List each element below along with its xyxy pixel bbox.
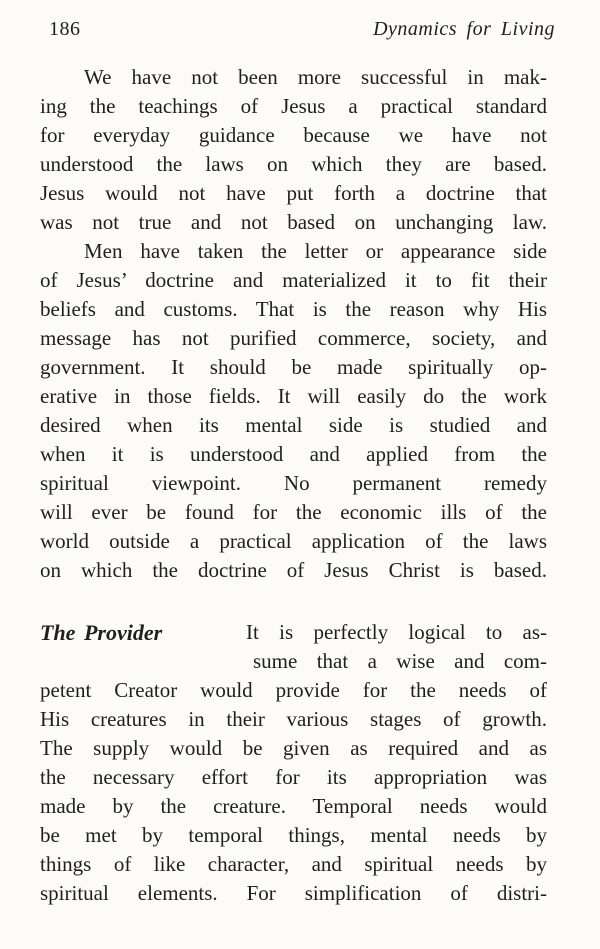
text-line: be met by temporal things, mental needs by <box>40 823 547 847</box>
text-line: things of like character, and spiritual needs by <box>40 852 547 876</box>
text-line: desired when its mental side is studied and <box>40 413 547 437</box>
text-line: will ever be found for the economic ills of the <box>40 500 547 524</box>
body-text <box>40 63 547 908</box>
text-line: His creatures in their various stages of growth. <box>40 707 547 731</box>
text-line: erative in those fields. It will easily do the work <box>40 384 547 408</box>
text-line: made by the creature. Temporal needs would <box>40 794 547 818</box>
text-line: The supply would be given as required and as <box>40 736 547 760</box>
text-line: for everyday guidance because we have not <box>40 123 547 147</box>
text-line: Men have taken the letter or appearance side <box>84 239 547 263</box>
section-heading: The Provider <box>40 620 163 645</box>
paragraph <box>40 63 547 237</box>
text-line: petent Creator would provide for the needs of <box>40 678 547 702</box>
text-line: understood the laws on which they are based. <box>40 152 547 176</box>
text-line: was not true and not based on unchanging law. <box>40 210 547 234</box>
running-title: Dynamics for Living <box>373 18 555 40</box>
text-line: government. It should be made spiritually op- <box>40 355 547 379</box>
text-line: We have not been more successful in mak- <box>84 65 547 89</box>
text-line: It is perfectly logical to as- <box>246 620 547 644</box>
text-line: of Jesus’ doctrine and materialized it to fit their <box>40 268 547 292</box>
text-line: spiritual elements. For simplification of distri- <box>40 881 547 905</box>
text-line: beliefs and customs. That is the reason why His <box>40 297 547 321</box>
page-number: 186 <box>49 18 81 40</box>
text-line: world outside a practical application of the laws <box>40 529 547 553</box>
text-line: Jesus would not have put forth a doctrine that <box>40 181 547 205</box>
section-the-provider <box>40 618 547 908</box>
running-head <box>40 17 555 41</box>
text-line: ing the teachings of Jesus a practical standard <box>40 94 547 118</box>
paragraph <box>40 237 547 585</box>
text-line: sume that a wise and com- <box>253 649 547 673</box>
text-line: when it is understood and applied from the <box>40 442 547 466</box>
text-line: spiritual viewpoint. No permanent remedy <box>40 471 547 495</box>
text-line: message has not purified commerce, society, and <box>40 326 547 350</box>
text-line: on which the doctrine of Jesus Christ is based. <box>40 558 547 582</box>
text-line: the necessary effort for its appropriation was <box>40 765 547 789</box>
section-paragraph <box>40 618 547 908</box>
